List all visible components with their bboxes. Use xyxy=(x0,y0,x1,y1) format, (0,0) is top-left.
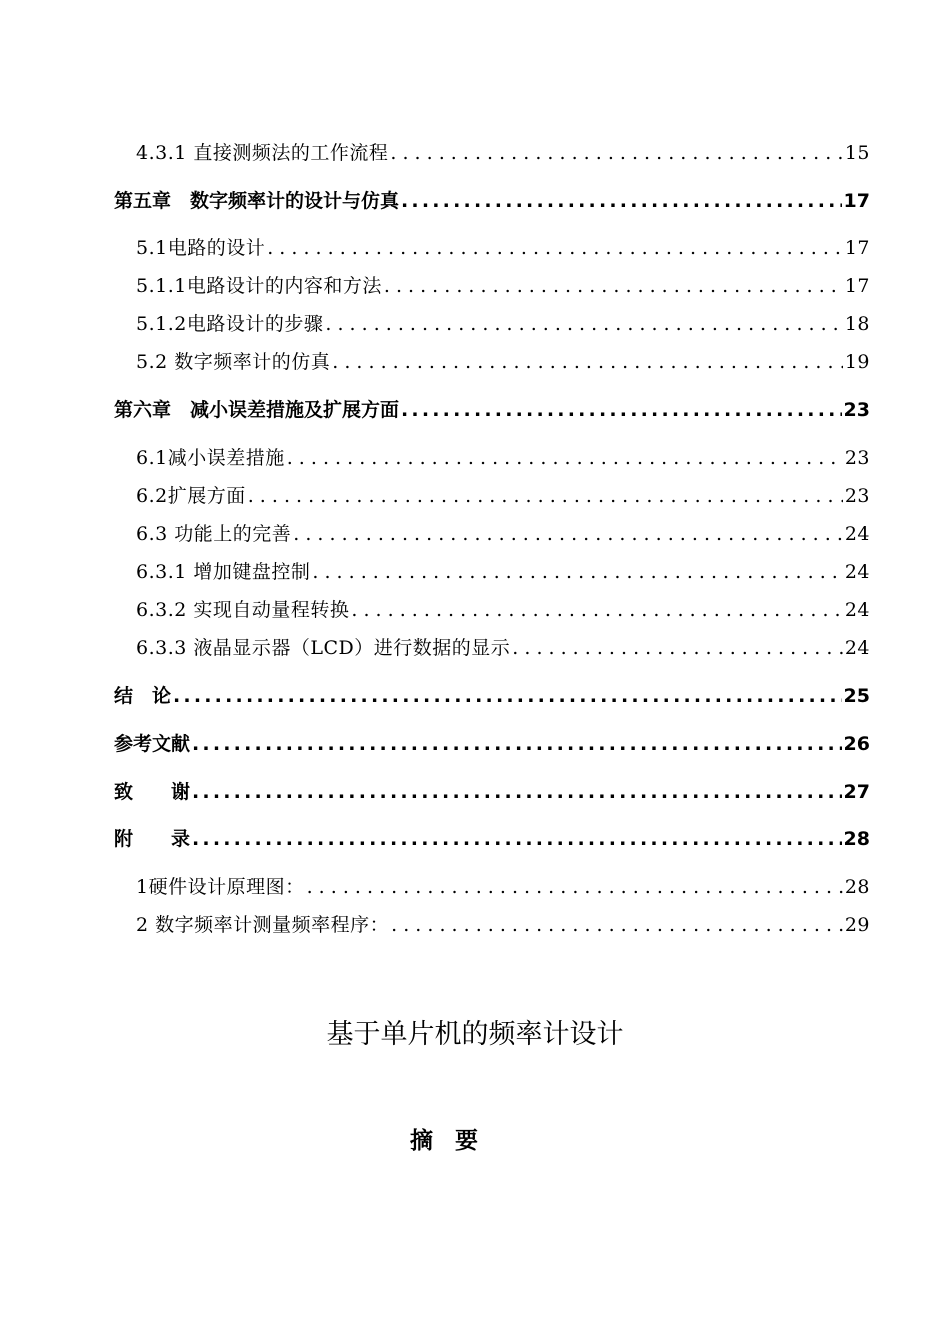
toc-entry-page: 25 xyxy=(843,685,870,707)
toc-entry-chapter xyxy=(114,186,870,214)
toc-dot-leader xyxy=(192,828,842,850)
toc-entry-page: 26 xyxy=(843,733,870,755)
abstract-heading: 摘要 xyxy=(410,1128,500,1154)
toc-entry-label: 第六章 减小误差措施及扩展方面 xyxy=(114,399,400,421)
toc-entry-chapter xyxy=(114,681,870,709)
toc-dot-leader xyxy=(312,561,842,583)
toc-dot-leader xyxy=(401,399,842,421)
toc-entry-page: 17 xyxy=(844,237,870,259)
toc-entry xyxy=(136,309,870,337)
toc-entry-label: 5.1.2电路设计的步骤 xyxy=(136,313,324,335)
toc-entry-label: 1硬件设计原理图： xyxy=(136,876,305,898)
toc-entry xyxy=(136,233,870,261)
toc-entry-label: 5.1电路的设计 xyxy=(136,237,266,259)
document-title: 基于单片机的频率计设计 xyxy=(326,1019,624,1050)
toc-dot-leader xyxy=(512,637,843,659)
toc-entry-label: 5.2 数字频率计的仿真 xyxy=(136,351,331,373)
toc-entry-page: 28 xyxy=(843,828,870,850)
toc-entry-page: 17 xyxy=(843,190,870,212)
toc-entry-label: 6.3 功能上的完善 xyxy=(136,523,292,545)
toc-entry-label: 6.1减小误差措施 xyxy=(136,447,285,469)
toc-entry-page: 23 xyxy=(844,485,870,507)
toc-entry-chapter xyxy=(114,395,870,423)
toc-entry xyxy=(136,557,870,585)
toc-entry-label: 结 论 xyxy=(114,685,172,707)
toc-dot-leader xyxy=(293,523,843,545)
toc-dot-leader xyxy=(325,313,842,335)
toc-entry xyxy=(136,633,870,661)
toc-dot-leader xyxy=(248,485,843,507)
toc-entry-page: 28 xyxy=(844,876,870,898)
toc-dot-leader xyxy=(384,275,843,297)
toc-entry-page: 24 xyxy=(844,599,870,621)
toc-entry xyxy=(136,443,870,471)
toc-entry xyxy=(136,519,870,547)
toc-entry-label: 6.3.2 实现自动量程转换 xyxy=(136,599,350,621)
toc-dot-leader xyxy=(390,142,842,164)
toc-entry-label: 6.3.1 增加键盘控制 xyxy=(136,561,311,583)
toc-entry-label: 第五章 数字频率计的设计与仿真 xyxy=(114,190,400,212)
toc-entry-label: 6.2扩展方面 xyxy=(136,485,246,507)
toc-entry-page: 27 xyxy=(843,781,870,803)
toc-dot-leader xyxy=(192,781,842,803)
toc-entry-page: 24 xyxy=(844,561,870,583)
toc-entry-label: 6.3.3 液晶显示器（LCD）进行数据的显示 xyxy=(136,637,511,659)
toc-dot-leader xyxy=(287,447,843,469)
toc-entry xyxy=(136,910,870,938)
toc-entry-page: 24 xyxy=(844,523,870,545)
toc-entry xyxy=(136,595,870,623)
toc-dot-leader xyxy=(173,685,842,707)
toc-entry-label: 2 数字频率计测量频率程序： xyxy=(136,914,390,936)
toc-entry xyxy=(136,872,870,900)
toc-entry-chapter xyxy=(114,824,870,852)
toc-dot-leader xyxy=(307,876,843,898)
toc-entry-label: 参考文献 xyxy=(114,733,191,755)
toc-entry-page: 29 xyxy=(844,914,870,936)
toc-entry xyxy=(136,138,870,166)
toc-dot-leader xyxy=(351,599,842,621)
toc-entry-label: 4.3.1 直接测频法的工作流程 xyxy=(136,142,389,164)
toc-entry-page: 15 xyxy=(844,142,870,164)
toc-dot-leader xyxy=(401,190,842,212)
toc-dot-leader xyxy=(332,351,843,373)
toc-dot-leader xyxy=(192,733,842,755)
toc-entry-page: 24 xyxy=(844,637,870,659)
toc-entry-page: 17 xyxy=(844,275,870,297)
toc-entry-chapter xyxy=(114,777,870,805)
toc-entry-page: 23 xyxy=(843,399,870,421)
toc-entry-label: 附 录 xyxy=(114,828,191,850)
toc-entry-page: 19 xyxy=(844,351,870,373)
toc-entry xyxy=(136,271,870,299)
toc-entry xyxy=(136,347,870,375)
toc-entry-chapter xyxy=(114,729,870,757)
toc-entry-label: 5.1.1电路设计的内容和方法 xyxy=(136,275,382,297)
toc-entry-page: 23 xyxy=(844,447,870,469)
toc-entry-label: 致 谢 xyxy=(114,781,191,803)
toc-entry xyxy=(136,481,870,509)
toc-dot-leader xyxy=(391,914,843,936)
toc-dot-leader xyxy=(267,237,843,259)
toc-entry-page: 18 xyxy=(844,313,870,335)
